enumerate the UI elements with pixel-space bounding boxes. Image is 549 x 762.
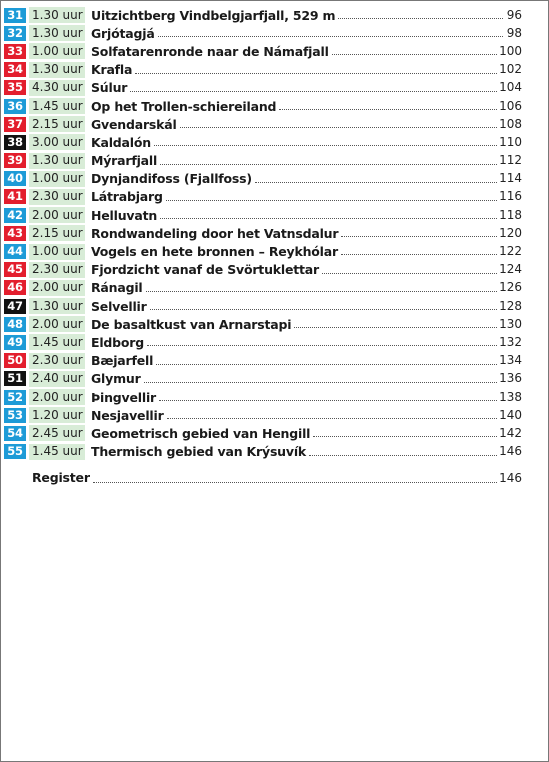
route-number-badge: 36 bbox=[4, 99, 26, 114]
dot-leader bbox=[150, 299, 497, 310]
route-number-badge: 46 bbox=[4, 280, 26, 295]
route-title: Nesjavellir bbox=[91, 407, 164, 423]
route-title: Eldborg bbox=[91, 334, 145, 350]
route-number-badge: 31 bbox=[4, 8, 26, 23]
route-title: Glymur bbox=[91, 371, 141, 387]
route-number-badge: 41 bbox=[4, 189, 26, 204]
dot-leader bbox=[146, 281, 498, 292]
route-title: Mýrarfjall bbox=[91, 153, 158, 169]
route-page-number: 136 bbox=[499, 371, 522, 386]
route-page-number: 140 bbox=[499, 407, 522, 422]
route-page-number: 126 bbox=[499, 280, 522, 295]
toc-row[interactable] bbox=[4, 42, 522, 60]
route-number-badge: 33 bbox=[4, 44, 26, 59]
dot-leader bbox=[294, 317, 497, 328]
dot-leader bbox=[166, 190, 497, 201]
dot-leader bbox=[159, 390, 497, 401]
dot-leader bbox=[338, 8, 503, 19]
toc-row[interactable] bbox=[4, 388, 522, 406]
dot-leader bbox=[130, 81, 497, 92]
dot-leader bbox=[255, 172, 497, 183]
route-page-number: 138 bbox=[499, 389, 522, 404]
toc-row[interactable] bbox=[4, 170, 522, 188]
route-page-number: 130 bbox=[499, 316, 522, 331]
route-number-badge: 47 bbox=[4, 299, 26, 314]
route-duration: 1.00 uur bbox=[29, 43, 85, 59]
route-page-number: 104 bbox=[499, 80, 522, 95]
route-title: Ránagil bbox=[91, 280, 143, 296]
route-duration: 1.00 uur bbox=[29, 244, 85, 260]
route-title: Fjordzicht vanaf de Svörtuklettar bbox=[91, 262, 320, 278]
route-duration: 2.30 uur bbox=[29, 189, 85, 205]
route-page-number: 100 bbox=[499, 43, 522, 58]
toc-row[interactable] bbox=[4, 115, 522, 133]
toc-row[interactable] bbox=[4, 206, 522, 224]
route-number-badge: 40 bbox=[4, 171, 26, 186]
route-page-number: 108 bbox=[499, 116, 522, 131]
route-number-badge: 54 bbox=[4, 426, 26, 441]
route-page-number: 146 bbox=[499, 444, 522, 459]
toc-row[interactable] bbox=[4, 315, 522, 333]
route-page-number: 114 bbox=[499, 171, 522, 186]
toc-row[interactable] bbox=[4, 24, 522, 42]
toc-row[interactable] bbox=[4, 188, 522, 206]
route-page-number: 118 bbox=[499, 207, 522, 222]
route-duration: 2.30 uur bbox=[29, 353, 85, 369]
route-number-badge: 32 bbox=[4, 26, 26, 41]
toc-row[interactable] bbox=[4, 6, 522, 24]
toc-row[interactable] bbox=[4, 333, 522, 351]
route-duration: 1.45 uur bbox=[29, 444, 85, 460]
route-number-badge: 52 bbox=[4, 390, 26, 405]
route-duration: 2.40 uur bbox=[29, 371, 85, 387]
toc-row[interactable] bbox=[4, 79, 522, 97]
dot-leader bbox=[322, 263, 497, 274]
register-page-number: 146 bbox=[499, 470, 522, 485]
route-duration: 1.30 uur bbox=[29, 153, 85, 169]
dot-leader bbox=[180, 117, 497, 128]
dot-leader bbox=[147, 335, 497, 346]
route-number-badge: 53 bbox=[4, 408, 26, 423]
route-title: Dynjandifoss (Fjallfoss) bbox=[91, 171, 252, 187]
register-title: Register bbox=[32, 470, 90, 485]
route-title: Selvellir bbox=[91, 298, 147, 314]
route-number-badge: 42 bbox=[4, 208, 26, 223]
toc-row[interactable] bbox=[4, 242, 522, 260]
route-duration: 2.45 uur bbox=[29, 425, 85, 441]
route-title: Solfatarenronde naar de Námafjall bbox=[91, 43, 329, 59]
toc-row[interactable] bbox=[4, 279, 522, 297]
route-duration: 1.30 uur bbox=[29, 298, 85, 314]
dot-leader bbox=[156, 354, 497, 365]
table-of-contents bbox=[4, 6, 522, 461]
route-number-badge: 55 bbox=[4, 444, 26, 459]
route-duration: 2.15 uur bbox=[29, 225, 85, 241]
dot-leader bbox=[160, 208, 497, 219]
route-number-badge: 35 bbox=[4, 80, 26, 95]
route-title: Thermisch gebied van Krýsuvík bbox=[91, 444, 307, 460]
route-duration: 1.45 uur bbox=[29, 98, 85, 114]
route-number-badge: 51 bbox=[4, 371, 26, 386]
toc-row[interactable] bbox=[4, 61, 522, 79]
route-title: Geometrisch gebied van Hengill bbox=[91, 425, 311, 441]
route-duration: 1.30 uur bbox=[29, 7, 85, 23]
dot-leader bbox=[341, 226, 497, 237]
toc-row[interactable] bbox=[4, 406, 522, 424]
dot-leader bbox=[341, 244, 497, 255]
route-page-number: 124 bbox=[499, 262, 522, 277]
toc-row[interactable] bbox=[4, 352, 522, 370]
route-page-number: 122 bbox=[499, 244, 522, 259]
dot-leader bbox=[135, 63, 497, 74]
route-duration: 2.00 uur bbox=[29, 207, 85, 223]
route-title: Kaldalón bbox=[91, 134, 151, 150]
route-duration: 4.30 uur bbox=[29, 80, 85, 96]
route-title: Þingvellir bbox=[91, 389, 156, 405]
route-title: De basaltkust van Arnarstapi bbox=[91, 316, 292, 332]
route-title: Bæjarfell bbox=[91, 353, 154, 369]
route-page-number: 128 bbox=[499, 298, 522, 313]
route-duration: 1.30 uur bbox=[29, 62, 85, 78]
route-page-number: 142 bbox=[499, 425, 522, 440]
route-title: Uitzichtberg Vindbelgjarfjall, 529 m bbox=[91, 7, 336, 23]
toc-row[interactable] bbox=[4, 133, 522, 151]
route-page-number: 110 bbox=[499, 134, 522, 149]
route-duration: 2.15 uur bbox=[29, 116, 85, 132]
dot-leader bbox=[93, 472, 497, 483]
toc-row[interactable] bbox=[4, 97, 522, 115]
route-title: Gvendarskál bbox=[91, 116, 177, 132]
route-title: Súlur bbox=[91, 80, 128, 96]
route-duration: 1.00 uur bbox=[29, 171, 85, 187]
route-number-badge: 44 bbox=[4, 244, 26, 259]
route-title: Grjótagjá bbox=[91, 25, 155, 41]
route-page-number: 134 bbox=[499, 353, 522, 368]
route-page-number: 98 bbox=[506, 25, 522, 40]
toc-row[interactable] bbox=[4, 152, 522, 170]
dot-leader bbox=[160, 154, 497, 165]
route-title: Helluvatn bbox=[91, 207, 158, 223]
route-page-number: 102 bbox=[499, 62, 522, 77]
route-number-badge: 43 bbox=[4, 226, 26, 241]
route-number-badge: 45 bbox=[4, 262, 26, 277]
route-duration: 2.00 uur bbox=[29, 280, 85, 296]
route-title: Krafla bbox=[91, 62, 133, 78]
route-number-badge: 39 bbox=[4, 153, 26, 168]
route-duration: 2.30 uur bbox=[29, 262, 85, 278]
route-page-number: 120 bbox=[499, 225, 522, 240]
route-title: Rondwandeling door het Vatnsdalur bbox=[91, 225, 339, 241]
route-number-badge: 48 bbox=[4, 317, 26, 332]
route-number-badge: 50 bbox=[4, 353, 26, 368]
route-duration: 1.30 uur bbox=[29, 25, 85, 41]
toc-row[interactable] bbox=[4, 261, 522, 279]
route-title: Vogels en hete bronnen – Reykhólar bbox=[91, 244, 338, 260]
route-duration: 1.45 uur bbox=[29, 334, 85, 350]
route-page-number: 116 bbox=[499, 189, 522, 204]
route-page-number: 112 bbox=[499, 153, 522, 168]
route-duration: 3.00 uur bbox=[29, 134, 85, 150]
dot-leader bbox=[167, 408, 498, 419]
toc-row[interactable] bbox=[4, 424, 522, 442]
route-number-badge: 38 bbox=[4, 135, 26, 150]
route-title: Látrabjarg bbox=[91, 189, 163, 205]
route-number-badge: 34 bbox=[4, 62, 26, 77]
route-page-number: 132 bbox=[499, 334, 522, 349]
route-number-badge: 37 bbox=[4, 117, 26, 132]
route-number-badge: 49 bbox=[4, 335, 26, 350]
dot-leader bbox=[313, 426, 497, 437]
route-duration: 2.00 uur bbox=[29, 316, 85, 332]
route-page-number: 106 bbox=[499, 98, 522, 113]
route-duration: 1.20 uur bbox=[29, 407, 85, 423]
toc-row[interactable] bbox=[4, 370, 522, 388]
dot-leader bbox=[309, 445, 497, 456]
route-duration: 2.00 uur bbox=[29, 389, 85, 405]
toc-row[interactable] bbox=[4, 443, 522, 461]
dot-leader bbox=[332, 44, 497, 55]
register-entry[interactable] bbox=[32, 470, 522, 485]
route-page-number: 96 bbox=[506, 7, 522, 22]
dot-leader bbox=[154, 135, 497, 146]
dot-leader bbox=[279, 99, 497, 110]
toc-row[interactable] bbox=[4, 224, 522, 242]
route-title: Op het Trollen-schiereiland bbox=[91, 98, 277, 114]
toc-row[interactable] bbox=[4, 297, 522, 315]
dot-leader bbox=[144, 372, 498, 383]
dot-leader bbox=[158, 26, 503, 37]
